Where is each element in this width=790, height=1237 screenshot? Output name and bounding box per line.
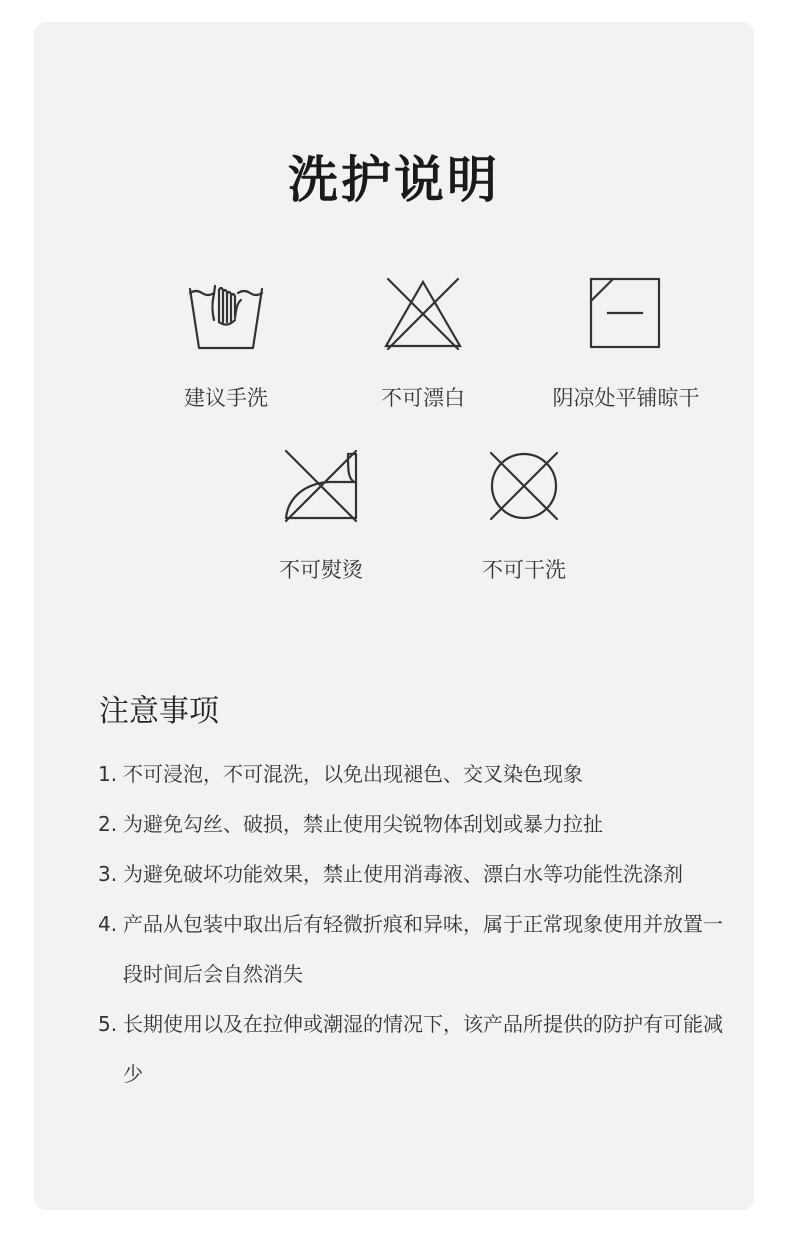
list-number: 5. [98, 1012, 118, 1036]
care-instructions-card [34, 22, 754, 1210]
list-text: 为避免破坏功能效果，禁止使用消毒液、漂白水等功能性洗涤剂 [123, 862, 683, 886]
list-number: 1. [98, 762, 118, 786]
no-iron-icon [276, 448, 366, 528]
symbol-label: 不可熨烫 [279, 558, 363, 582]
symbol-hand-wash [136, 276, 316, 412]
no-bleach-icon [378, 276, 468, 356]
list-number: 2. [98, 812, 118, 836]
hand-wash-icon [181, 276, 271, 356]
symbol-dry-flat-shade [506, 276, 746, 412]
symbol-label: 不可漂白 [381, 386, 465, 410]
symbol-no-dry-clean [434, 448, 614, 584]
symbol-label: 建议手洗 [184, 386, 268, 410]
list-item [98, 899, 738, 999]
symbol-label: 不可干洗 [482, 558, 566, 582]
list-text: 产品从包装中取出后有轻微折痕和异味，属于正常现象使用并放置一段时间后会自然消失 [123, 912, 723, 986]
page-title: 洗护说明 [288, 151, 500, 209]
list-item [98, 999, 738, 1099]
list-item [98, 849, 738, 899]
list-text: 为避免勾丝、破损，禁止使用尖锐物体刮划或暴力拉扯 [123, 812, 603, 836]
list-number: 3. [98, 862, 118, 886]
dry-flat-shade-icon [581, 276, 671, 356]
no-dry-clean-icon [479, 448, 569, 528]
symbol-no-iron [231, 448, 411, 584]
symbol-label: 阴凉处平铺晾干 [552, 386, 700, 410]
list-item [98, 749, 738, 799]
list-text: 长期使用以及在拉伸或潮湿的情况下，该产品所提供的防护有可能减少 [123, 1012, 723, 1086]
notes-list [98, 749, 738, 1099]
list-item [98, 799, 738, 849]
list-text: 不可浸泡，不可混洗，以免出现褪色、交叉染色现象 [123, 762, 583, 786]
notes-title: 注意事项 [99, 694, 219, 729]
symbol-no-bleach [333, 276, 513, 412]
list-number: 4. [98, 912, 118, 936]
